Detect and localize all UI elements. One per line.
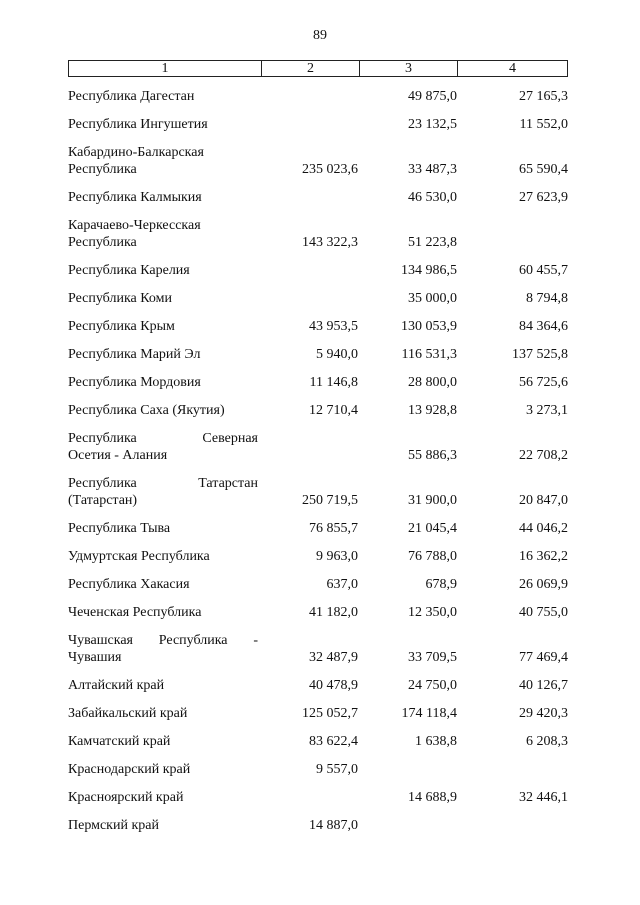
value-col-2: 5 940,0 — [316, 347, 358, 362]
region-name: Республика Калмыкия — [68, 190, 202, 205]
value-col-2: 125 052,7 — [302, 706, 358, 721]
region-name-line: Чувашская Республика - — [68, 633, 258, 648]
table-row — [68, 166, 568, 206]
value-col-3: 1 638,8 — [415, 734, 457, 749]
region-name: Удмуртская Республика — [68, 549, 210, 564]
value-col-4: 29 420,3 — [519, 706, 568, 721]
column-header-4: 4 — [457, 61, 567, 76]
table-row — [68, 93, 568, 133]
value-col-3: 46 530,0 — [408, 190, 457, 205]
value-col-4: 6 208,3 — [526, 734, 568, 749]
region-name: Республика Мордовия — [68, 375, 201, 390]
value-col-2: 32 487,9 — [309, 650, 358, 665]
value-col-4: 56 725,6 — [519, 375, 568, 390]
value-col-3: 21 045,4 — [408, 521, 457, 536]
value-col-3: 14 688,9 — [408, 790, 457, 805]
region-name: Республика Саха (Якутия) — [68, 403, 225, 418]
region-name: Республика Крым — [68, 319, 175, 334]
value-col-2: 11 146,8 — [309, 375, 358, 390]
region-name: Республика Ингушетия — [68, 117, 208, 132]
value-col-3: 12 350,0 — [408, 605, 457, 620]
value-col-4: 26 069,9 — [519, 577, 568, 592]
value-col-3: 33 487,3 — [408, 162, 457, 177]
value-col-3: 130 053,9 — [401, 319, 457, 334]
value-col-2: 9 557,0 — [316, 762, 358, 777]
value-col-3: 134 986,5 — [401, 263, 457, 278]
region-name: Краснодарский край — [68, 762, 191, 777]
value-col-2: 9 963,0 — [316, 549, 358, 564]
value-col-4: 22 708,2 — [519, 448, 568, 463]
region-name: Пермский край — [68, 818, 159, 833]
value-col-2: 250 719,5 — [302, 493, 358, 508]
value-col-3: 174 118,4 — [401, 706, 457, 721]
region-name-line: Осетия - Алания — [68, 448, 168, 463]
region-name: Республика Коми — [68, 291, 172, 306]
column-header-1: 1 — [161, 61, 169, 76]
value-col-4: 137 525,8 — [512, 347, 568, 362]
value-col-3: 28 800,0 — [408, 375, 457, 390]
region-name — [68, 430, 258, 464]
value-col-2: 637,0 — [326, 577, 358, 592]
value-col-4: 16 362,2 — [519, 549, 568, 564]
region-name-line: Республика Северная — [68, 431, 258, 446]
value-col-2: 143 322,3 — [302, 235, 358, 250]
value-col-3: 116 531,3 — [401, 347, 457, 362]
value-col-2: 83 622,4 — [309, 734, 358, 749]
value-col-4: 27 165,3 — [519, 89, 568, 104]
region-name-line: Карачаево-Черкесская — [68, 218, 201, 233]
region-name-line: Республика — [68, 235, 137, 250]
value-col-4: 11 552,0 — [519, 117, 568, 132]
value-col-3: 678,9 — [425, 577, 457, 592]
value-col-4: 60 455,7 — [519, 263, 568, 278]
value-col-3: 23 132,5 — [408, 117, 457, 132]
region-name: Камчатский край — [68, 734, 171, 749]
region-name: Республика Хакасия — [68, 577, 190, 592]
region-name: Алтайский край — [68, 678, 165, 693]
region-name: Республика Дагестан — [68, 89, 195, 104]
value-col-4: 84 364,6 — [519, 319, 568, 334]
value-col-4: 65 590,4 — [519, 162, 568, 177]
value-col-4: 8 794,8 — [526, 291, 568, 306]
value-col-4: 20 847,0 — [519, 493, 568, 508]
value-col-4: 32 446,1 — [519, 790, 568, 805]
region-name: Чеченская Республика — [68, 605, 202, 620]
region-name-line: Республика Татарстан — [68, 476, 258, 491]
region-name-line: Кабардино-Балкарская — [68, 145, 204, 160]
value-col-3: 35 000,0 — [408, 291, 457, 306]
value-col-2: 14 887,0 — [309, 818, 358, 833]
value-col-3: 51 223,8 — [408, 235, 457, 250]
value-col-4: 3 273,1 — [526, 403, 568, 418]
region-name: Республика Тыва — [68, 521, 171, 536]
value-col-3: 31 900,0 — [408, 493, 457, 508]
value-col-3: 55 886,3 — [408, 448, 457, 463]
value-col-4: 27 623,9 — [519, 190, 568, 205]
column-header-3: 3 — [359, 61, 457, 76]
value-col-3: 33 709,5 — [408, 650, 457, 665]
column-header-2: 2 — [261, 61, 359, 76]
value-col-4: 40 755,0 — [519, 605, 568, 620]
region-name: Республика Карелия — [68, 263, 190, 278]
value-col-2: 235 023,6 — [302, 162, 358, 177]
value-col-2: 12 710,4 — [309, 403, 358, 418]
table-row — [68, 424, 568, 464]
region-name: Красноярский край — [68, 790, 184, 805]
page-number: 89 — [313, 28, 327, 43]
table-row — [68, 581, 568, 621]
value-col-3: 24 750,0 — [408, 678, 457, 693]
region-name-line: Республика — [68, 162, 137, 177]
table-row — [68, 379, 568, 419]
value-col-3: 76 788,0 — [408, 549, 457, 564]
value-col-4: 77 469,4 — [519, 650, 568, 665]
region-name: Забайкальский край — [68, 706, 188, 721]
region-name-line: Чувашия — [68, 650, 122, 665]
value-col-4: 40 126,7 — [519, 678, 568, 693]
table-row — [68, 794, 568, 834]
value-col-2: 43 953,5 — [309, 319, 358, 334]
value-col-3: 49 875,0 — [408, 89, 457, 104]
value-col-3: 13 928,8 — [408, 403, 457, 418]
value-col-2: 41 182,0 — [309, 605, 358, 620]
region-name: Республика Марий Эл — [68, 347, 201, 362]
value-col-4: 44 046,2 — [519, 521, 568, 536]
region-name-line: (Татарстан) — [68, 493, 138, 508]
value-col-2: 76 855,7 — [309, 521, 358, 536]
value-col-2: 40 478,9 — [309, 678, 358, 693]
